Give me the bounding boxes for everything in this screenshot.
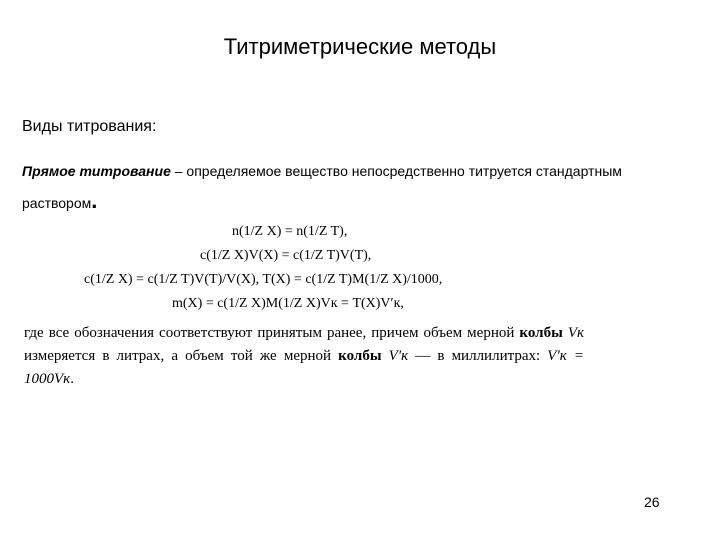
note-paragraph xyxy=(24,322,584,391)
definition-paragraph xyxy=(22,156,662,218)
note-italic2: V′к xyxy=(381,348,416,364)
slide-title: Титриметрические методы xyxy=(223,34,497,59)
note-bold2: колбы xyxy=(338,348,382,364)
note-part2: измеряется в литрах, а объем той же мерной xyxy=(24,348,339,364)
page-number: 26 xyxy=(644,494,660,510)
definition-end: . xyxy=(91,188,98,213)
formula-4: m(X) = c(1/Z X)M(1/Z X)Vк = T(X)V′к, xyxy=(172,296,404,311)
note-end: . xyxy=(70,371,74,387)
subtitle: Виды титрования: xyxy=(22,118,157,135)
definition-term: Прямое титрование xyxy=(22,163,171,179)
formula-1: n(1/Z X) = n(1/Z T), xyxy=(232,224,348,239)
note-part3: — в миллилитрах: xyxy=(415,348,548,364)
formula-2: c(1/Z X)V(X) = c(1/Z T)V(T), xyxy=(200,248,372,263)
note-part1: где все обозначения соответствуют принятым ранее, причем объем мерной xyxy=(24,325,520,341)
note-bold1: колбы xyxy=(519,325,563,341)
formula-3: c(1/Z X) = c(1/Z T)V(T)/V(X), T(X) = c(1/Z T)M(1/Z X)/1000, xyxy=(84,272,443,287)
definition-text: – определяемое вещество непосредственно титруется стандартным раствором xyxy=(22,163,622,211)
note-italic1: Vк xyxy=(562,325,584,341)
note-formula: V′к = 1000Vк xyxy=(24,348,584,387)
